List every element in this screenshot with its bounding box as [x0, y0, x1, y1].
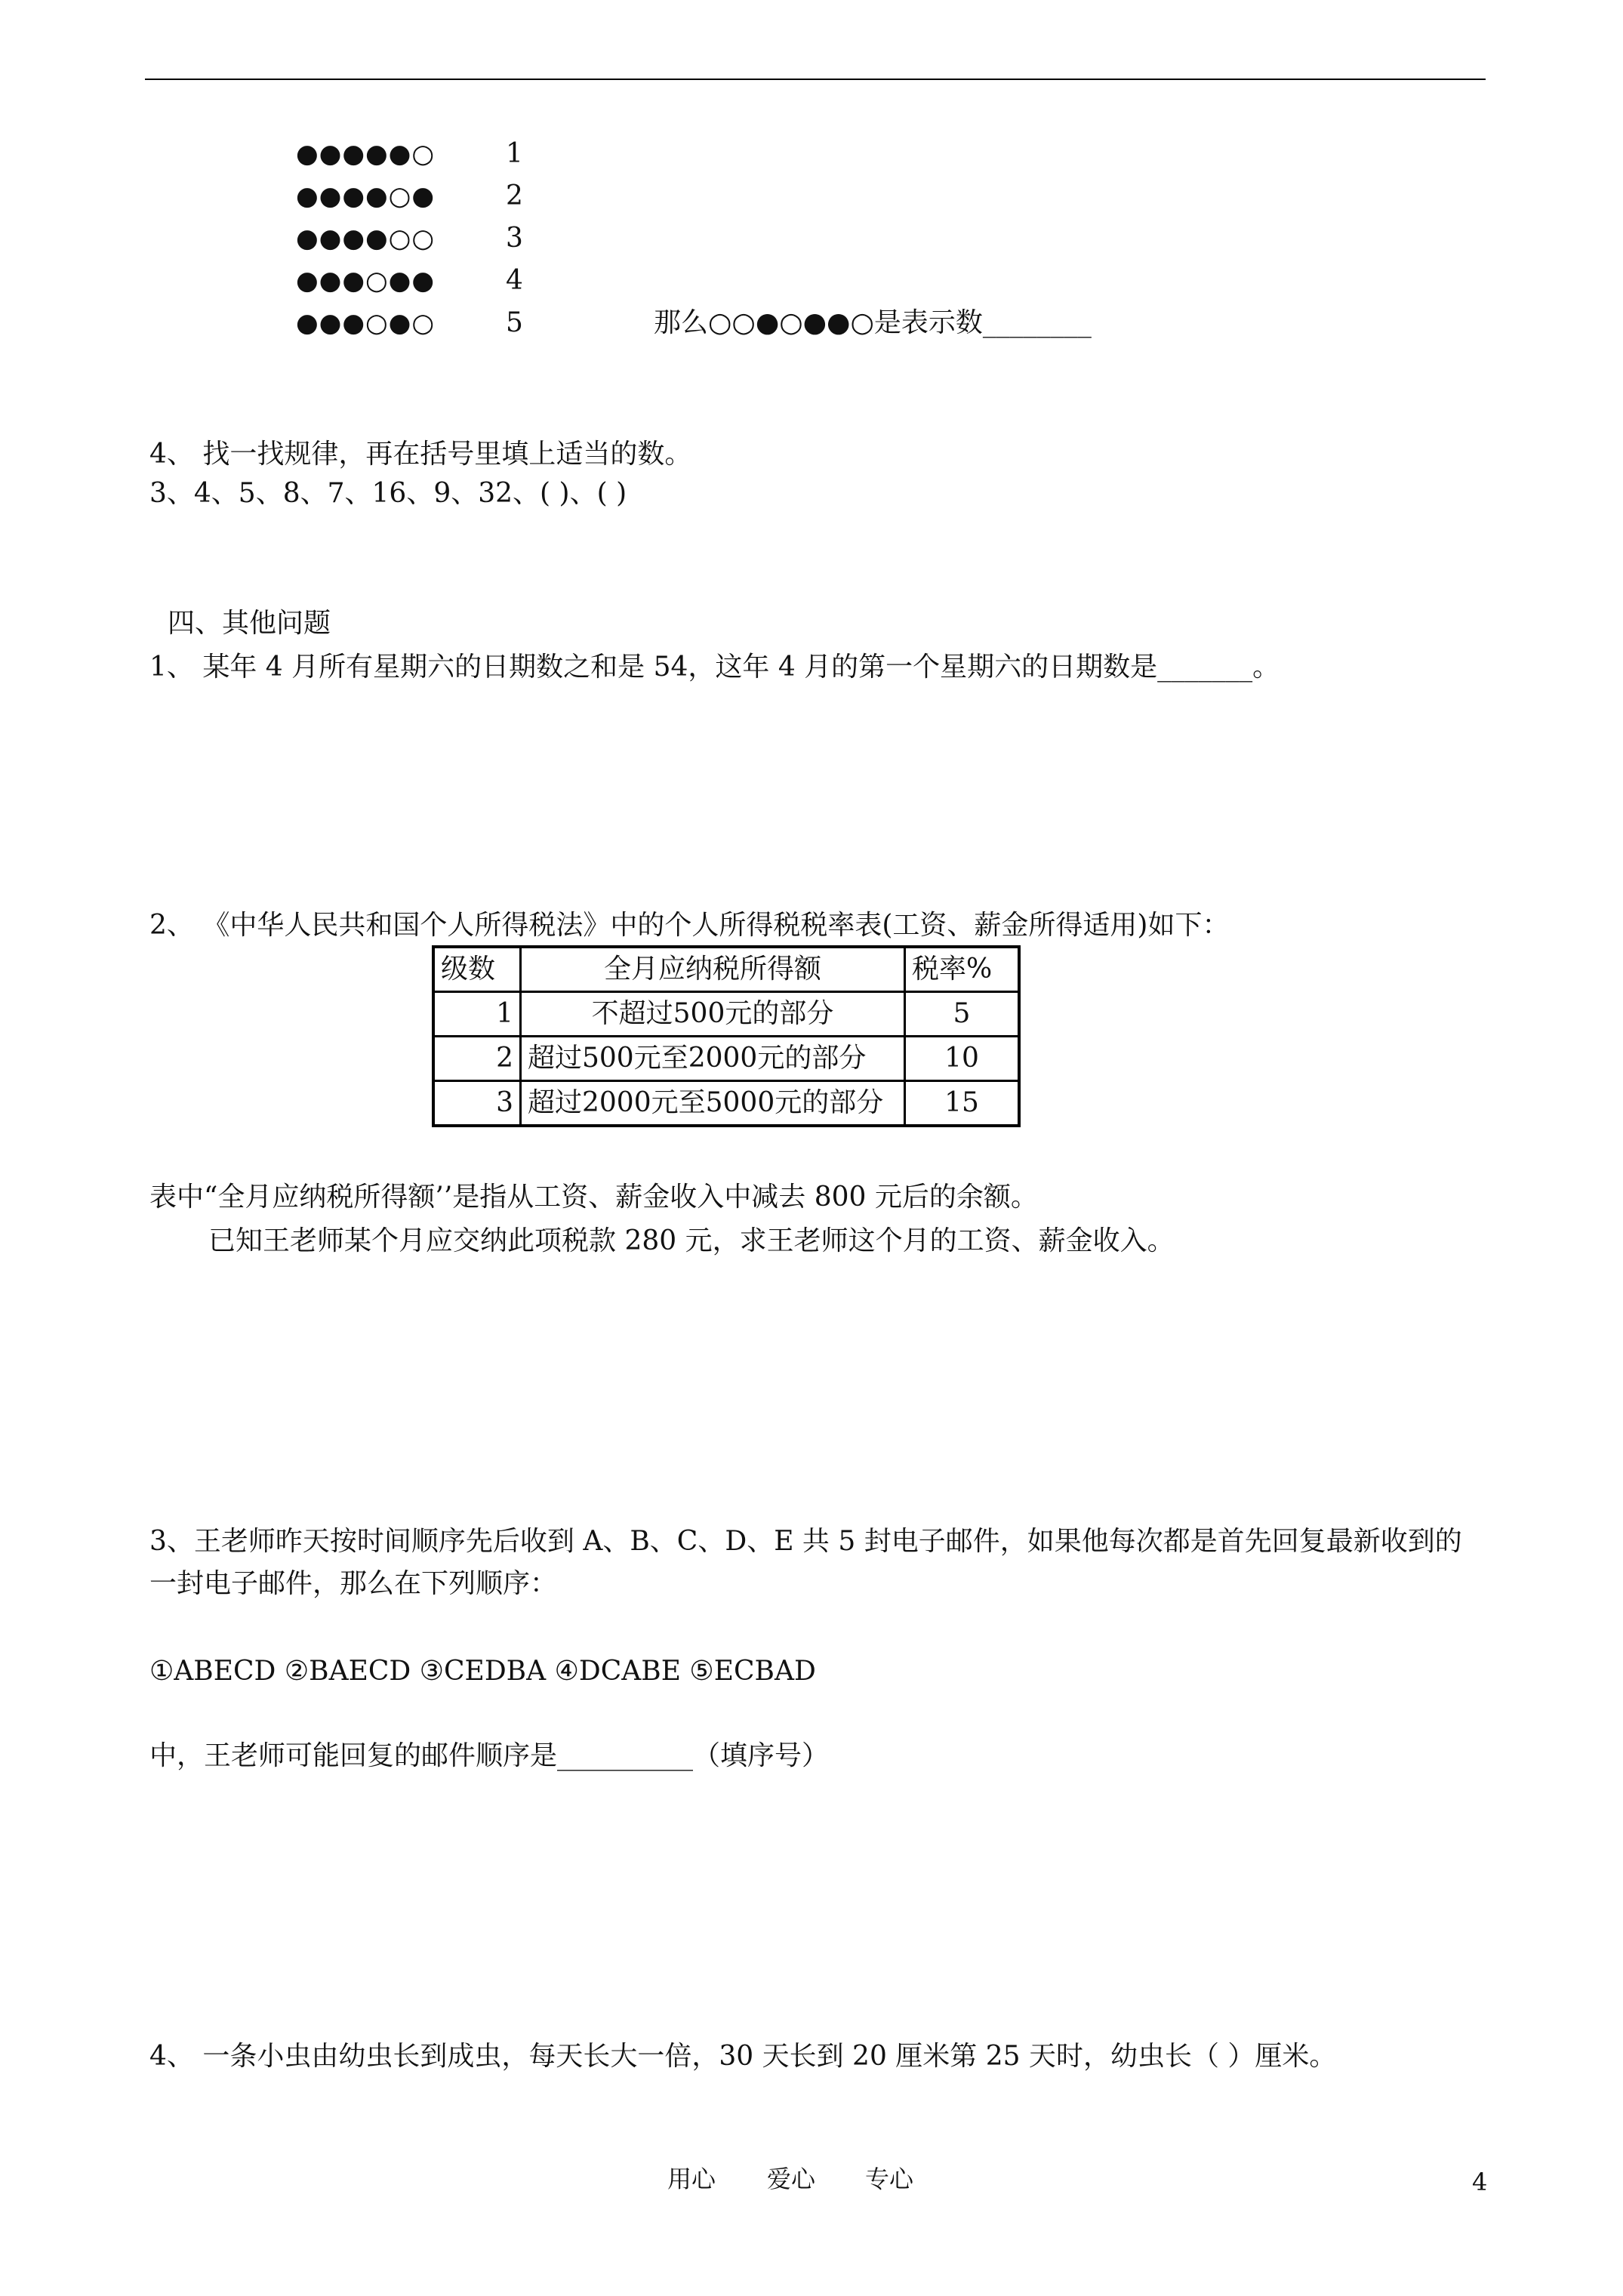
- s4-q3-options: ①ABECD ②BAECD ③CEDBA ④DCABE ⑤ECBAD: [149, 1656, 816, 1687]
- section-title: 四、其他问题: [168, 608, 331, 639]
- pattern-row-3-number: 3: [506, 223, 523, 254]
- s4-q1: 1、 某年 4 月所有星期六的日期数之和是 54，这年 4 月的第一个星期六的日期数是_______。: [149, 652, 1280, 683]
- s4-q4: 4、 一条小虫由幼虫长到成虫，每天长大一倍，30 天长到 20 厘米第 25 天时，幼虫长（ ）厘米。: [149, 2041, 1337, 2072]
- footer-middle: 爱心: [767, 2165, 816, 2193]
- s4-q3-line2: 一封电子邮件，那么在下列顺序：: [149, 1568, 558, 1599]
- q4-sequence: 3、4、5、8、7、16、9、32、( )、( ): [149, 478, 627, 509]
- pattern-row-5-number: 5: [506, 307, 523, 338]
- s4-q2-title: 2、 《中华人民共和国个人所得税法》中的个人所得税税率表(工资、薪金所得适用)如下：: [149, 910, 1230, 941]
- pattern-row-1-number: 1: [506, 138, 523, 169]
- footer-right: 专心: [865, 2165, 914, 2193]
- table-cell: 10: [905, 1037, 1020, 1081]
- table-cell: 2: [433, 1037, 521, 1081]
- s4-q3-answer: 中，王老师可能回复的邮件顺序是__________（填序号）: [149, 1740, 830, 1771]
- table-row: [433, 1081, 1019, 1126]
- table-header-row: [433, 947, 1019, 992]
- page-number: 4: [1472, 2168, 1488, 2196]
- q4-title: 4、 找一找规律，再在括号里填上适当的数。: [149, 439, 692, 470]
- pattern-row-3-dots: ●●●●○○: [296, 223, 436, 254]
- pattern-row-2-dots: ●●●●○●: [296, 181, 436, 211]
- table-cell: 超过500元至2000元的部分: [521, 1037, 905, 1081]
- pattern-row-4-number: 4: [506, 265, 523, 296]
- table-header-cell: 税率%: [905, 947, 1020, 992]
- pattern-row-5-dots: ●●●○●○: [296, 308, 436, 338]
- table-header-cell: 级数: [433, 947, 521, 992]
- table-cell: 不超过500元的部分: [521, 992, 905, 1037]
- pattern-row-2-number: 2: [506, 180, 523, 211]
- pattern-row-4-dots: ●●●○●●: [296, 266, 436, 296]
- header-rule: [145, 79, 1486, 80]
- s4-q3-line1: 3、王老师昨天按时间顺序先后收到 A、B、C、D、E 共 5 封电子邮件，如果他每次都是首先回复最新收到的: [149, 1526, 1462, 1557]
- table-cell: 3: [433, 1081, 521, 1126]
- s4-q2-note: 表中“全月应纳税所得额’’是指从工资、薪金收入中减去 800 元后的余额。: [149, 1182, 1038, 1213]
- table-header-cell: 全月应纳税所得额: [521, 947, 905, 992]
- table-cell: 1: [433, 992, 521, 1037]
- table-cell: 超过2000元至5000元的部分: [521, 1081, 905, 1126]
- table-cell: 5: [905, 992, 1020, 1037]
- pattern-question: 那么○○●○●●○是表示数________: [654, 307, 1092, 338]
- pattern-row-1-dots: ●●●●●○: [296, 139, 436, 169]
- table-row: [433, 1037, 1019, 1081]
- tax-rate-table: [432, 945, 1021, 1127]
- s4-q2-question: 已知王老师某个月应交纳此项税款 280 元，求王老师这个月的工资、薪金收入。: [208, 1225, 1175, 1256]
- footer-left: 用心: [667, 2165, 716, 2193]
- table-row: [433, 992, 1019, 1037]
- table-cell: 15: [905, 1081, 1020, 1126]
